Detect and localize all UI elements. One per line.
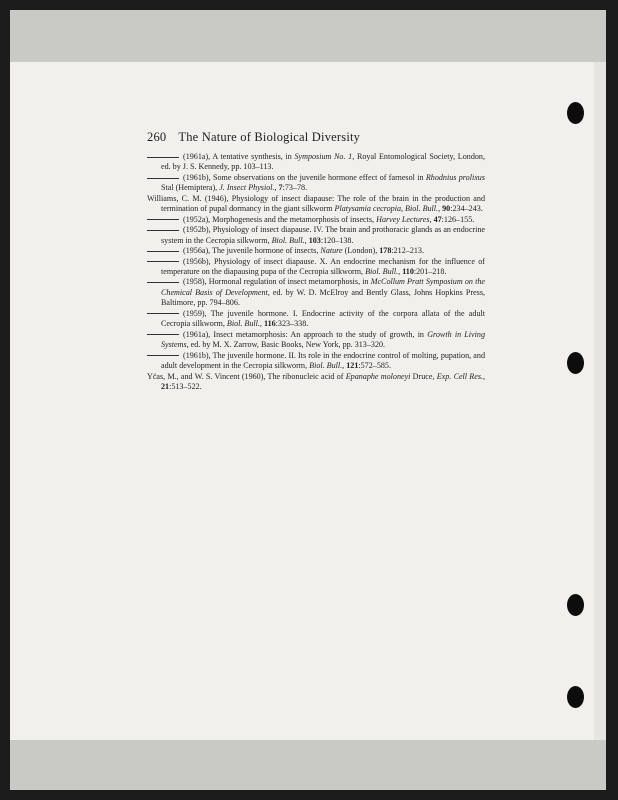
italic-text: Biol. Bull., bbox=[271, 235, 307, 245]
reference-text: ed. by W. D. McElroy and Bently Glass, Johns Hopkins Press, Baltimore, pp. 794–806. bbox=[161, 287, 485, 308]
reference-text: :234–243. bbox=[450, 204, 483, 214]
reference-text: (London), bbox=[342, 246, 380, 256]
reference-entry bbox=[147, 194, 485, 215]
reference-text: (1961b), Some observations on the juvenile hormone effect of farnesol in bbox=[183, 172, 426, 182]
reference-entry bbox=[147, 277, 485, 308]
reference-entry bbox=[147, 257, 485, 278]
reference-entry bbox=[147, 309, 485, 330]
repeat-author-dash bbox=[147, 313, 179, 314]
italic-text: Biol. Bull., bbox=[365, 266, 401, 276]
italic-text: McCollum Pratt Symposium on the Chemical Basis of Development, bbox=[161, 277, 485, 297]
reference-text: Yc̈as, M., and W. S. Vincent (1960), The ribonucleic acid of bbox=[147, 371, 346, 381]
italic-text: Platysamia cecropia, Biol. Bull., bbox=[334, 204, 441, 214]
repeat-author-dash bbox=[147, 157, 179, 158]
repeat-author-dash bbox=[147, 261, 179, 262]
binder-hole bbox=[567, 686, 584, 708]
top-margin-band bbox=[10, 10, 606, 62]
running-header bbox=[147, 130, 487, 145]
reference-entry bbox=[147, 330, 485, 351]
volume-number: 178 bbox=[379, 246, 392, 256]
reference-text: (1952a), Morphogenesis and the metamorphosis of insects, bbox=[183, 214, 377, 224]
volume-number: 21 bbox=[161, 381, 170, 391]
reference-text: :201–218. bbox=[413, 266, 447, 276]
repeat-author-dash bbox=[147, 251, 179, 252]
italic-text: Epanaphe moloneyi bbox=[345, 371, 411, 381]
repeat-author-dash bbox=[147, 334, 179, 335]
reference-text: :513–522. bbox=[169, 381, 202, 391]
reference-text: (1958), Hormonal regulation of insect metamorphosis, in bbox=[183, 277, 371, 287]
repeat-author-dash bbox=[147, 230, 179, 231]
reference-entry bbox=[147, 152, 485, 173]
reference-entry bbox=[147, 173, 485, 194]
reference-text: :212–213. bbox=[391, 246, 424, 256]
italic-text: Rhodnius prolixus bbox=[425, 172, 485, 182]
italic-text: Biol. Bull., bbox=[226, 319, 262, 329]
volume-number: 110 bbox=[400, 266, 414, 276]
binder-hole bbox=[567, 102, 584, 124]
volume-number: 103 bbox=[306, 235, 321, 245]
italic-text: J. Insect Physiol., bbox=[219, 183, 277, 193]
reference-text: (1956b), Physiology of insect diapause. X. An endocrine mechanism for the influence of temperature on the diapausing pupa of the Cecropia silkworm, bbox=[161, 256, 485, 276]
reference-text: (1952b), Physiology of insect diapause. IV. The brain and prothoracic glands as an endocrine system in the Cecropia silkworm, bbox=[161, 225, 485, 245]
reference-entry bbox=[147, 351, 485, 372]
reference-text: (1959), The juvenile hormone. I. Endocrine activity of the corpora allata of the adult Cecropia silkworm, bbox=[161, 308, 485, 329]
reference-entry bbox=[147, 225, 485, 246]
running-title: The Nature of Biological Diversity bbox=[178, 130, 361, 144]
reference-text: (1956a), The juvenile hormone of insects, bbox=[183, 246, 321, 256]
reference-text: :126–155. bbox=[441, 214, 475, 224]
reference-text: (1961a), A tentative synthesis, in bbox=[183, 152, 295, 161]
volume-number: 47 bbox=[431, 214, 442, 224]
repeat-author-dash bbox=[147, 178, 179, 179]
italic-text: Harvey Lectures, bbox=[376, 214, 432, 224]
reference-text: :73–78. bbox=[282, 183, 308, 193]
volume-number: 7 bbox=[276, 183, 283, 193]
volume-number: 121 bbox=[344, 361, 359, 371]
bottom-margin-band bbox=[10, 740, 606, 790]
italic-text: Exp. Cell Res., bbox=[436, 371, 486, 381]
repeat-author-dash bbox=[147, 282, 179, 283]
italic-text: Biol. Bull., bbox=[309, 361, 345, 371]
reference-text: :120–138. bbox=[320, 235, 354, 245]
volume-number: 90 bbox=[440, 204, 451, 214]
document-page bbox=[10, 10, 606, 790]
reference-text: (1961b), The juvenile hormone. II. Its role in the endocrine control of molting, pupation, and adult development in the Cecropia silkworm, bbox=[161, 350, 485, 371]
italic-text: Symposium No. 1, bbox=[294, 152, 355, 161]
italic-text: Nature bbox=[320, 246, 343, 256]
italic-text: Growth in Living Systems, bbox=[161, 329, 485, 350]
reference-text: Druce, bbox=[410, 371, 437, 381]
reference-text: Williams, C. M. (1946), Physiology of insect diapause: The role of the brain in the production and termination of pupal dormancy in the giant silkworm bbox=[147, 193, 485, 214]
reference-text: ed. by M. X. Zarrow, Basic Books, New York, pp. 313–320. bbox=[188, 340, 386, 350]
reference-text: :572–585. bbox=[358, 361, 391, 371]
volume-number: 116 bbox=[261, 319, 276, 329]
binder-hole bbox=[567, 594, 584, 616]
reference-entry bbox=[147, 372, 485, 393]
repeat-author-dash bbox=[147, 219, 179, 220]
reference-text: :323–338. bbox=[275, 319, 309, 329]
reference-list bbox=[147, 152, 485, 392]
binder-hole bbox=[567, 352, 584, 374]
reference-text: Royal Entomological Society, London, ed. by J. S. Kennedy, pp. 103–113. bbox=[161, 152, 485, 172]
reference-text: Stal (Hemiptera), bbox=[161, 183, 220, 193]
page-number: 260 bbox=[147, 130, 167, 144]
reference-entry bbox=[147, 215, 485, 225]
reference-text: (1961a), Insect metamorphosis: An approach to the study of growth, in bbox=[183, 329, 428, 339]
page-edge bbox=[594, 62, 606, 740]
reference-entry bbox=[147, 246, 485, 256]
repeat-author-dash bbox=[147, 355, 179, 356]
